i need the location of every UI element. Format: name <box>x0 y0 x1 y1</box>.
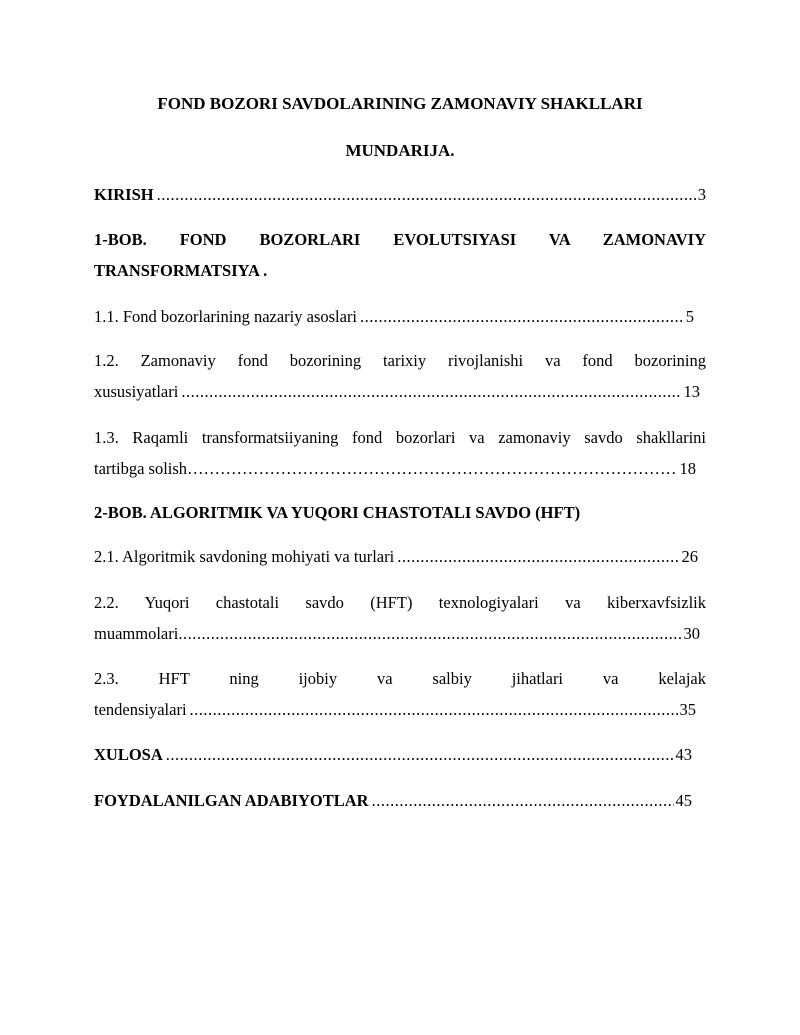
toc-chapter-2-label: 2-BOB. ALGORITMIK VA YUQORI CHASTOTALI SAVDO (HFT) <box>94 503 581 522</box>
toc-entry-2-1 <box>94 541 698 572</box>
toc-label-line2: xususiyatlari <box>94 382 179 401</box>
toc-label: 2.1. Algoritmik savdoning mohiyati va turlari <box>94 547 395 566</box>
toc-entry-kirish <box>94 179 706 210</box>
toc-page-number: 30 <box>683 624 700 643</box>
toc-page-number: 45 <box>675 791 692 810</box>
toc-label: XULOSA <box>94 745 163 764</box>
dot-leader <box>190 694 678 725</box>
toc-label-line2: muammolari <box>94 624 179 643</box>
document-title: FOND BOZORI SAVDOLARINING ZAMONAVIY SHAKLLARI <box>157 94 643 113</box>
dot-leader <box>360 301 684 332</box>
toc-label-line1: 1.3. Raqamli transformatsiiyaning fond bozorlari va zamonaviy savdo shakllarini <box>94 428 706 447</box>
toc-label-line1: 2.2. Yuqori chastotali savdo (HFT) texnologiyalari va kiberxavfsizlik <box>94 593 706 612</box>
dot-leader <box>178 618 681 649</box>
toc-page-number: 35 <box>679 700 696 719</box>
toc-page-number: 18 <box>679 459 696 478</box>
toc-label: 1.1. Fond bozorlarining nazariy asoslari <box>94 307 358 326</box>
toc-label-line1: 2.3. HFT ning ijobiy va salbiy jihatlari va kelajak <box>94 669 706 688</box>
toc-page-number: 26 <box>681 547 698 566</box>
toc-label-line2: tartibga solish <box>94 459 188 478</box>
toc-label-line1: 1.2. Zamonaviy fond bozorining tarixiy rivojlanishi va fond bozorining <box>94 351 706 370</box>
dot-leader <box>181 376 681 407</box>
dot-leader <box>397 541 679 572</box>
toc-chapter-1-line1: 1-BOB. FOND BOZORLARI EVOLUTSIYASI VA ZAMONAVIY <box>94 230 706 249</box>
toc-page-number: 3 <box>697 185 706 204</box>
toc-entry-1-2 <box>94 345 706 407</box>
toc-chapter-2 <box>94 497 706 528</box>
toc-page-number: 13 <box>683 382 700 401</box>
toc-entry-1-3 <box>94 422 706 484</box>
toc-entry-2-2 <box>94 587 706 649</box>
toc-page-number: 43 <box>675 745 692 764</box>
toc-entry-1-1 <box>94 301 694 332</box>
dot-leader <box>157 179 696 210</box>
dot-leader <box>166 739 674 770</box>
toc-label: KIRISH <box>94 185 154 204</box>
toc-entry-xulosa <box>94 739 692 770</box>
toc-entry-2-3 <box>94 663 706 725</box>
toc-heading: MUNDARIJA. <box>345 141 455 160</box>
toc-label-line2: tendensiyalari <box>94 700 187 719</box>
toc-chapter-1-line2: TRANSFORMATSIYA . <box>94 261 268 280</box>
toc-entry-adabiyotlar <box>94 785 692 816</box>
dot-leader <box>372 785 674 816</box>
toc-page-number: 5 <box>685 307 694 326</box>
toc-label: FOYDALANILGAN ADABIYOTLAR <box>94 791 369 810</box>
dot-leader <box>187 453 677 484</box>
toc-chapter-1 <box>94 224 706 286</box>
